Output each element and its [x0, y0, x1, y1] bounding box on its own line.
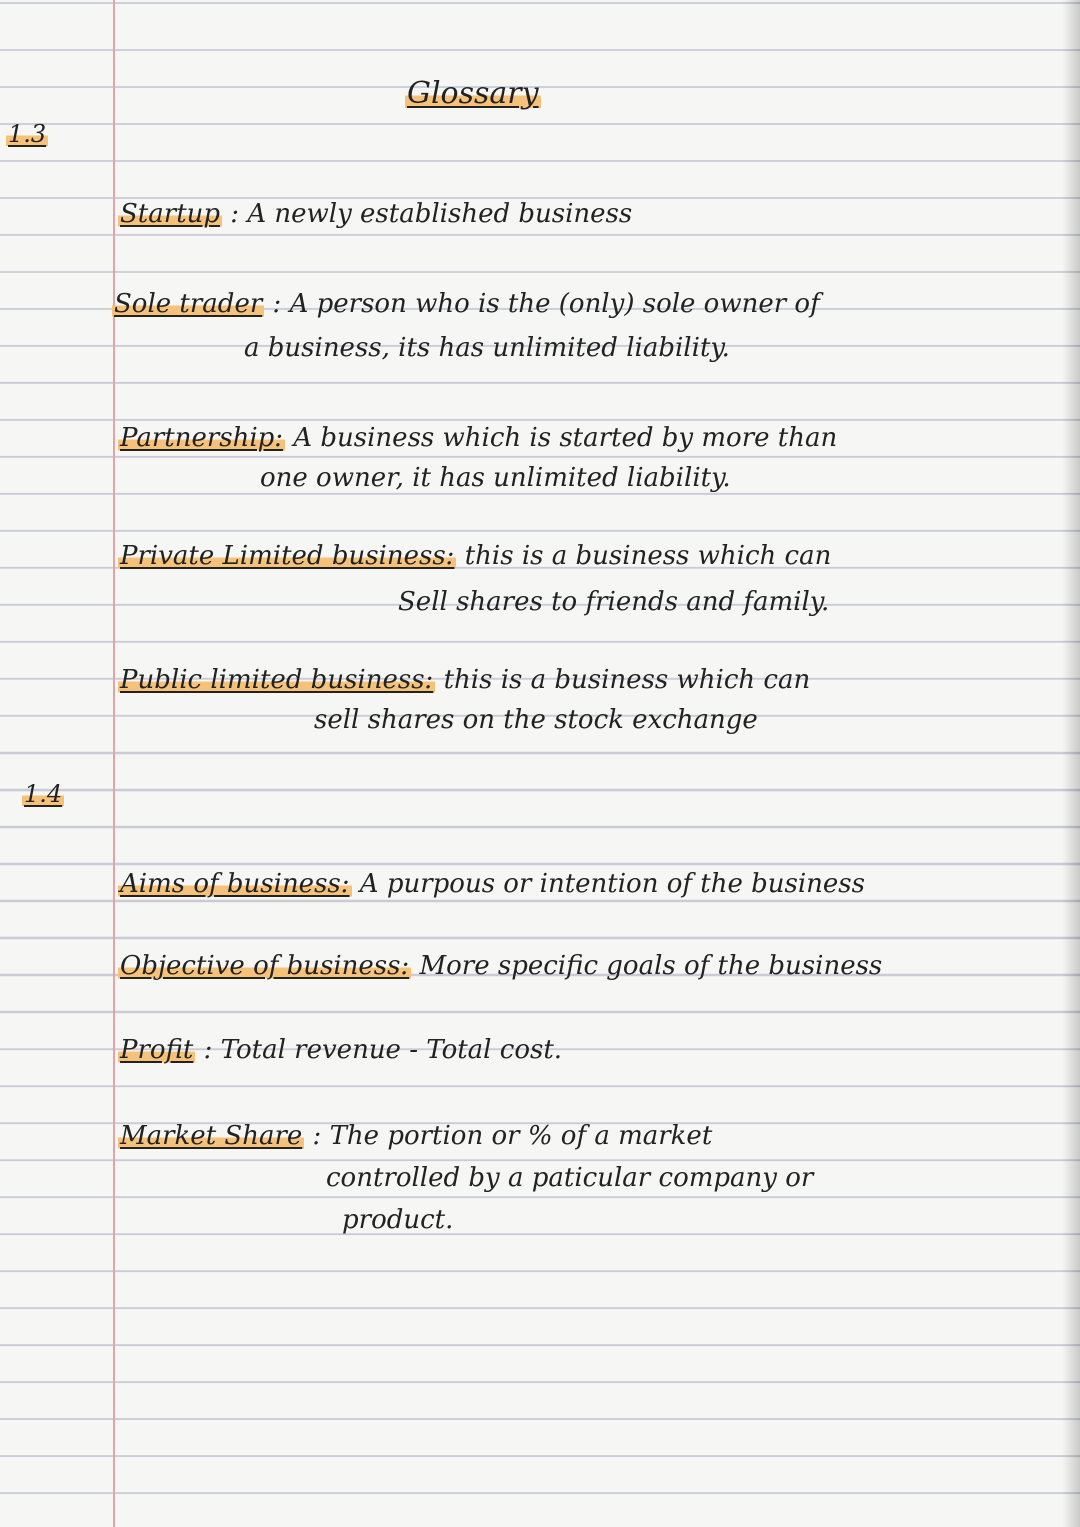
page-edge-shadow	[1062, 0, 1080, 1527]
section-label-text: 1.4	[24, 780, 63, 808]
glossary-entry-private-limited	[118, 540, 831, 572]
entry-definition: A newly established business	[247, 199, 633, 229]
section-label-1-4	[22, 778, 64, 810]
section-label-text: 1.3	[8, 120, 47, 148]
section-label-1-3	[6, 118, 48, 150]
glossary-entry-market-share-cont2	[342, 1204, 453, 1236]
entry-term: Objective of business:	[120, 951, 410, 981]
entry-definition: A business which is started by more than	[293, 423, 838, 453]
entry-term: Sole trader	[114, 289, 263, 319]
entry-definition-cont: controlled by a paticular company or	[326, 1163, 814, 1193]
entry-term: Partnership:	[120, 423, 284, 453]
entry-definition: A purpous or intention of the business	[359, 869, 865, 899]
glossary-entry-profit	[118, 1034, 562, 1066]
entry-separator: :	[203, 1035, 213, 1065]
glossary-entry-market-share-cont	[326, 1162, 813, 1194]
glossary-entry-partnership-cont	[260, 462, 731, 494]
entry-definition: The portion or % of a market	[329, 1121, 713, 1151]
entry-term: Private Limited business:	[120, 541, 455, 571]
entry-definition: A person who is the (only) sole owner of	[289, 289, 820, 319]
entry-term: Aims of business:	[120, 869, 350, 899]
glossary-entry-sole-trader-cont	[244, 332, 730, 364]
entry-definition-cont: one owner, it has unlimited liability.	[260, 463, 731, 493]
margin-line	[113, 0, 115, 1527]
glossary-entry-objective	[118, 950, 882, 982]
entry-term: Market Share	[120, 1121, 303, 1151]
entry-definition-cont: product.	[342, 1205, 454, 1235]
entry-separator: :	[312, 1121, 322, 1151]
entry-separator: :	[272, 289, 282, 319]
entry-definition-cont: sell shares on the stock exchange	[314, 705, 758, 735]
entry-definition: this is a business which can	[443, 665, 811, 695]
glossary-entry-sole-trader	[112, 288, 820, 320]
glossary-entry-public-limited	[118, 664, 810, 696]
entry-definition: Total revenue - Total cost.	[220, 1035, 563, 1065]
entry-separator: :	[230, 199, 240, 229]
glossary-entry-partnership	[118, 422, 837, 454]
entry-definition: More specific goals of the business	[419, 951, 883, 981]
glossary-entry-private-limited-cont	[398, 586, 829, 618]
entry-definition-cont: a business, its has unlimited liability.	[244, 333, 730, 363]
glossary-entry-aims	[118, 868, 865, 900]
entry-definition: this is a business which can	[464, 541, 832, 571]
page-title	[405, 78, 541, 110]
glossary-entry-startup	[118, 198, 632, 230]
page-title-text: Glossary	[407, 76, 539, 111]
glossary-entry-public-limited-cont	[314, 704, 758, 736]
entry-term: Public limited business:	[120, 665, 434, 695]
entry-term: Startup	[120, 199, 221, 229]
entry-definition-cont: Sell shares to friends and family.	[398, 587, 830, 617]
glossary-entry-market-share	[118, 1120, 712, 1152]
entry-term: Profit	[120, 1035, 194, 1065]
